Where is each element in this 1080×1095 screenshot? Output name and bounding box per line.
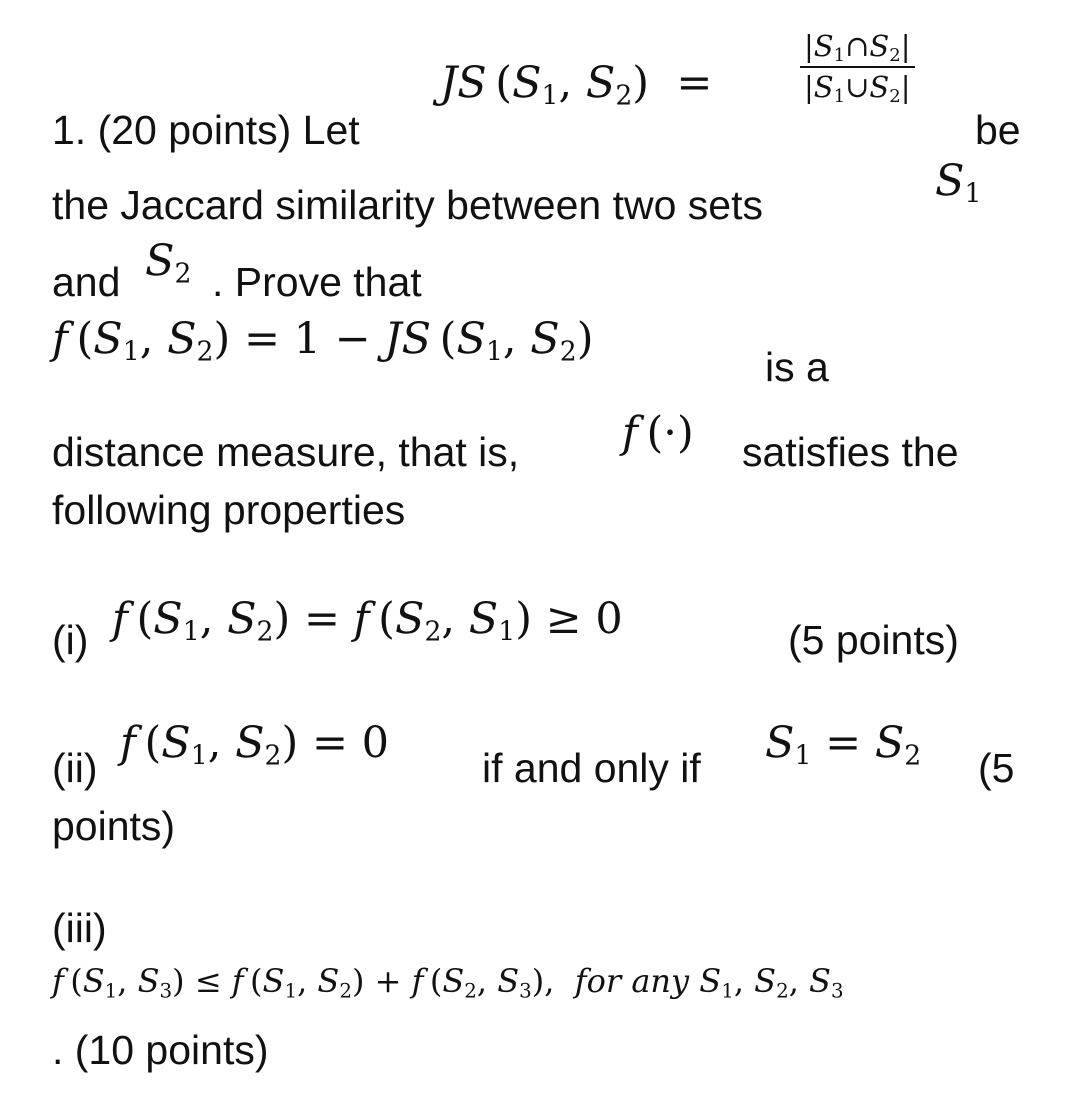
distance-function-definition: f ($S_1$, $S_2) = 1$ − JS ($S_1$, $S_2$) bbox=[52, 314, 594, 368]
property-1-label: (i) bbox=[52, 617, 89, 663]
property-3-label: (iii) bbox=[52, 905, 107, 951]
property-2-iff: if and only if bbox=[482, 745, 701, 791]
f-dot-symbol: f (·) bbox=[622, 408, 694, 458]
property-2-formula: f ($S_1$, $S_2) = 0$ bbox=[120, 718, 390, 772]
prove-text: . Prove that bbox=[212, 259, 422, 305]
distance-measure-text: distance measure, that is, bbox=[52, 429, 520, 475]
property-1-formula: f ($S_1$, $S_2) = f$ ($S_2$, $S_1) \ge 0$ bbox=[112, 594, 623, 648]
property-1-points: (5 points) bbox=[788, 617, 959, 663]
similarity-text: the Jaccard similarity between two sets bbox=[52, 182, 763, 228]
property-3-formula: f ($S_1$, $S_3) \le f$ ($S_1$, $S_2) + f$ ($S_2$, $S_3$), for any $S_1$, $S_2$, $S_3$ bbox=[52, 962, 844, 1003]
following-text: following properties bbox=[52, 487, 406, 533]
set-s1-symbol: $S_1$ bbox=[935, 156, 982, 210]
jaccard-definition: JS ($S_1$, $S_2$) = bbox=[440, 58, 713, 112]
intro-text: 1. (20 points) Let bbox=[52, 107, 360, 153]
jaccard-fraction: $\frac{|S_1\cap S_2|}{|S_1\cup S_2|}$ bbox=[800, 30, 915, 105]
set-s2-symbol: $S_2$ bbox=[145, 236, 192, 290]
property-2-label: (ii) bbox=[52, 745, 98, 791]
property-2-points-end: points) bbox=[52, 803, 176, 849]
property-3-points: . (10 points) bbox=[52, 1027, 269, 1073]
satisfies-text: satisfies the bbox=[742, 429, 959, 475]
property-2-condition: $S_1 = S_2$ bbox=[765, 718, 922, 772]
and-text: and bbox=[52, 259, 121, 305]
property-2-points-start: (5 bbox=[978, 745, 1015, 791]
isa-text: is a bbox=[765, 344, 829, 390]
be-text: be bbox=[975, 107, 1021, 153]
